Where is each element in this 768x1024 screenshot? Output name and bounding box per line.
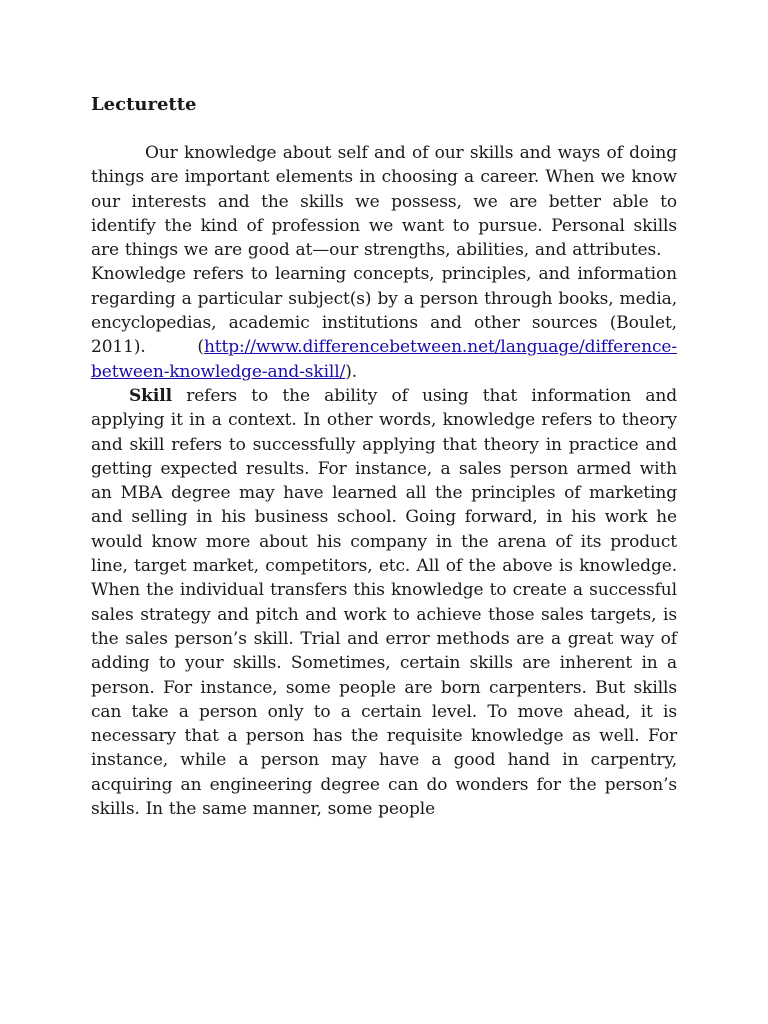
paragraph-knowledge-end: ). xyxy=(345,361,358,382)
page-title: Lecturette xyxy=(91,94,197,115)
skill-term: Skill xyxy=(129,385,172,406)
document-page xyxy=(91,93,677,821)
paragraph-knowledge-text: Knowledge refers to learning concepts, principles, and information regarding a particular subject(s) by a person through books, media, encyclopedias, academic institutions and other sources (Boulet, 2011). ( xyxy=(91,264,677,358)
paragraph-skill-definition xyxy=(91,384,677,821)
paragraph-knowledge-definition xyxy=(91,262,677,383)
reference-link[interactable]: http://www.differencebetween.net/language/difference-between-knowledge-and-skill/ xyxy=(91,337,677,382)
paragraph-skill-text: refers to the ability of using that information and applying it in a context. In other words, knowledge refers to theory and skill refers to successfully applying that theory in practice and getting expected results. For instance, a sales person armed with an MBA degree may have learned all the principles of marketing and selling in his business school. Going forward, in his work he would know more about his company in the arena of its product line, target market, competitors, etc. All of the above is knowledge. When the individual transfers this knowledge to create a successful sales strategy and pitch and work to achieve those sales targets, is the sales person’s skill. Trial and error methods are a great way of adding to your skills. Sometimes, certain skills are inherent in a person. For instance, some people are born carpenters. But skills can take a person only to a certain level. To move ahead, it is necessary that a person has the requisite knowledge as well. For instance, while a person may have a good hand in carpentry, acquiring an engineering degree can do wonders for the person’s skills. In the same manner, some people xyxy=(91,385,677,820)
paragraph-self-knowledge: Our knowledge about self and of our skills and ways of doing things are important elements in choosing a career. When we know our interests and the skills we possess, we are better able to identify the kind of profession we want to pursue. Personal skills are things we are good at—our strengths, abilities, and attributes. xyxy=(91,143,677,261)
